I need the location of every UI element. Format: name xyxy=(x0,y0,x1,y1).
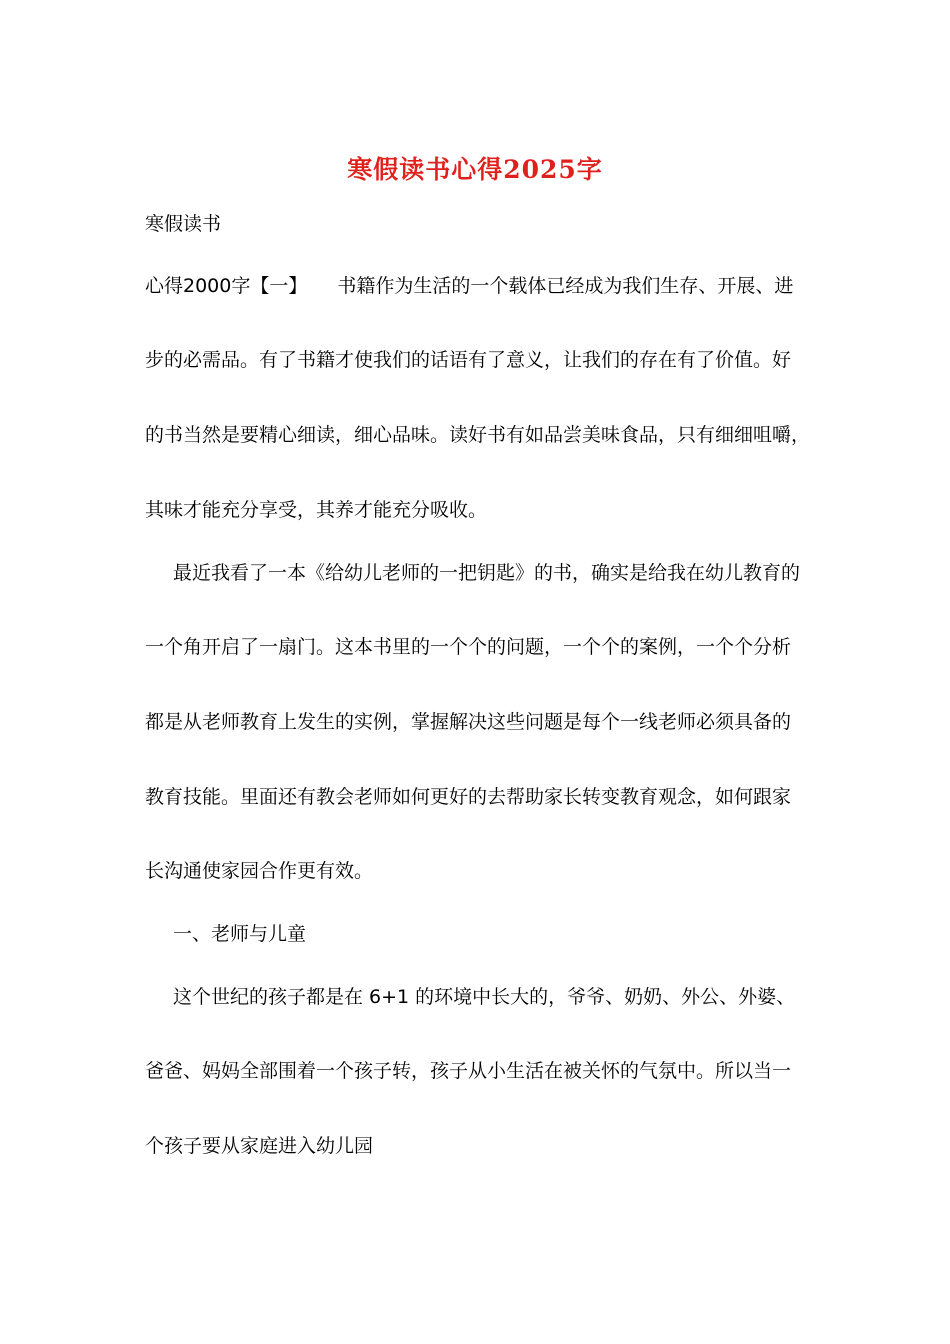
text-line-3: 步的必需品。有了书籍才使我们的话语有了意义，让我们的存在有了价值。好 xyxy=(145,349,792,371)
text-line-8: 都是从老师教育上发生的实例，掌握解决这些问题是每个一线老师必须具备的 xyxy=(145,711,792,733)
text-line-1: 寒假读书 xyxy=(145,213,222,235)
text-line-2 xyxy=(145,273,825,299)
subheading-teacher-child: 一、老师与儿童 xyxy=(173,923,307,945)
text-line-9: 教育技能。里面还有教会老师如何更好的去帮助家长转变教育观念，如何跟家 xyxy=(145,786,792,808)
text-line-11: 这个世纪的孩子都是在 6+1 的环境中长大的，爷爷、奶奶、外公、外婆、 xyxy=(173,986,796,1008)
paragraph-start: 书籍作为生活的一个载体已经成为我们生存、开展、进 xyxy=(337,275,794,297)
text-line-12: 爸爸、妈妈全部围着一个孩子转，孩子从小生活在被关怀的气氛中。所以当一 xyxy=(145,1060,792,1082)
text-line-13: 个孩子要从家庭进入幼儿园 xyxy=(145,1135,374,1157)
text-line-6: 最近我看了一本《给幼儿老师的一把钥匙》的书，确实是给我在幼儿教育的 xyxy=(173,562,801,584)
section-heading: 心得2000字【一】 xyxy=(145,275,308,297)
text-line-7: 一个角开启了一扇门。这本书里的一个个的问题，一个个的案例，一个个分析 xyxy=(145,636,792,658)
text-line-5: 其味才能充分享受，其养才能充分吸收。 xyxy=(145,499,488,521)
text-line-10: 长沟通使家园合作更有效。 xyxy=(145,860,374,882)
document-title: 寒假读书心得2025字 xyxy=(347,155,603,184)
text-line-4: 的书当然是要精心细读，细心品味。读好书有如品尝美味食品，只有细细咀嚼， xyxy=(145,424,811,446)
